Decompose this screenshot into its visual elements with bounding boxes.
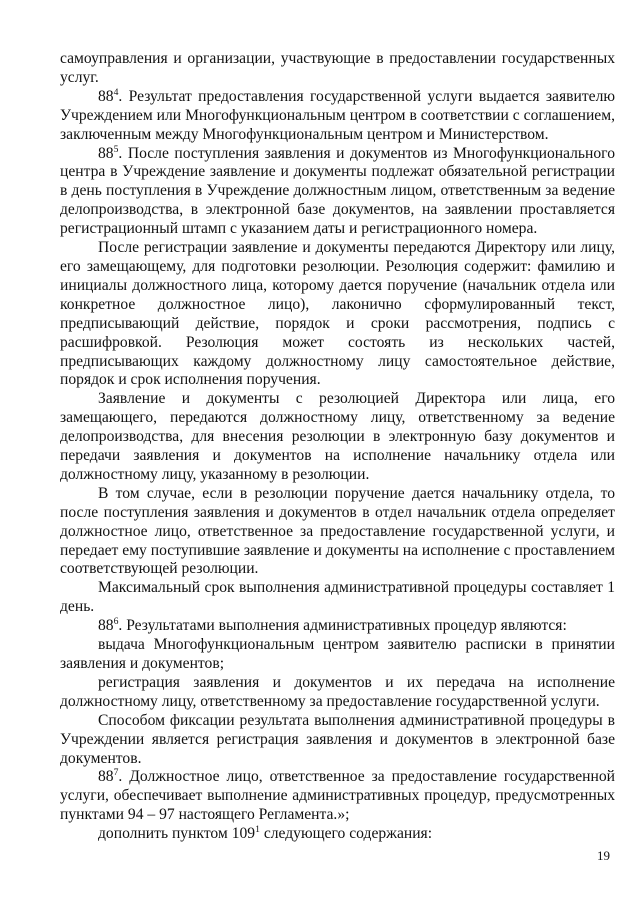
paragraph-text: Способом фиксации результата выполнения административной процедуры в Учреждении является регистрация заявления и документов в электронной базе документов. bbox=[60, 711, 615, 767]
paragraph-fixation-method bbox=[60, 712, 615, 769]
clause-number: дополнить пунктом 109 bbox=[98, 825, 256, 843]
paragraph-text: В том случае, если в резолюции поручение дается начальнику отдела, то после поступления заявления и документов в отдел начальник отдела определяет должностное лицо, ответственное за предоставление государственной услуги, и передает ему поступившие заявление и документы на исполнение с проставлением соответствующей резолюции. bbox=[60, 484, 615, 578]
clause-superscript: 4 bbox=[113, 86, 119, 98]
page-number: 19 bbox=[597, 848, 610, 863]
clause-superscript: 1 bbox=[255, 823, 260, 835]
paragraph-max-term bbox=[60, 579, 615, 617]
paragraph-continuation bbox=[60, 50, 615, 88]
paragraph-text: Заявление и документы с резолюцией Директора или лица, его замещающего, передаются должностному лицу, ответственному за ведение делопроизводства, для внесения резолюции в электронную базу документов и передачи заявления и документов на исполнение начальнику отдела или должностному лицу, указанному в резолюции. bbox=[60, 390, 615, 483]
paragraph-text: . Результат предоставления государственной услуги выдается заявителю Учреждением или Многофункциональным центром в соответствии с соглашением, заключенным между Многофункциональным центром и Министерством. bbox=[60, 87, 615, 143]
clause-superscript: 6 bbox=[113, 616, 119, 627]
paragraph-88-5 bbox=[60, 145, 615, 240]
paragraph-registration bbox=[60, 239, 615, 390]
clause-number: 88 bbox=[98, 768, 114, 786]
clause-superscript: 5 bbox=[113, 143, 119, 155]
paragraph-text: самоуправления и организации, участвующие в предоставлении государственных услуг. bbox=[60, 50, 615, 86]
paragraph-text: . Результатами выполнения административных процедур являются: bbox=[118, 617, 567, 635]
paragraph-text: После регистрации заявление и документы передаются Директору или лицу, его замещающему, для подготовки резолюции. Резолюция содержит: фамилию и инициалы должностного лица, которому дается поручение (начальник отдела или конкретное должностное лицо), лаконично сформулированный текст, предписывающий действие, порядок и сроки рассмотрения, подпись с расшифровкой. Резолюция может состоять из нескольких частей, предписывающих каждому должностному лицу самостоятельное действие, порядок и срок исполнения поручения. bbox=[60, 239, 615, 389]
paragraph-result-receipt bbox=[60, 636, 615, 674]
document-body bbox=[60, 50, 615, 844]
paragraph-88-6 bbox=[60, 617, 615, 636]
paragraph-text: следующего содержания: bbox=[259, 825, 433, 843]
clause-superscript: 7 bbox=[113, 767, 119, 779]
paragraph-add-109-1 bbox=[60, 825, 615, 844]
paragraph-text: Максимальный срок выполнения административной процедуры составляет 1 день. bbox=[60, 579, 615, 616]
clause-number: 88 bbox=[98, 144, 114, 162]
paragraph-department-head bbox=[60, 485, 615, 580]
clause-number: 88 bbox=[98, 87, 114, 105]
paragraph-text: выдача Многофункциональным центром заявителю расписки в принятии заявления и документов; bbox=[60, 636, 615, 672]
paragraph-88-7 bbox=[60, 768, 615, 825]
paragraph-text: . Должностное лицо, ответственное за предоставление государственной услуги, обеспечивает выполнение административных процедур, предусмотренных пунктами 94 – 97 настоящего Регламента.»; bbox=[60, 768, 615, 824]
paragraph-result-registration bbox=[60, 674, 615, 712]
paragraph-text: регистрация заявления и документов и их передача на исполнение должностному лицу, ответственному за предоставление государственной услуги. bbox=[60, 673, 615, 710]
paragraph-text: . После поступления заявления и документов из Многофункционального центра в Учреждение заявление и документы подлежат обязательной регистрации в день поступления в Учреждение должностным лицом, ответственным за ведение делопроизводства, в электронной базе документов, на заявлении проставляется регистрационный штамп с указанием даты и регистрационного номера. bbox=[60, 144, 615, 238]
paragraph-88-4 bbox=[60, 88, 615, 145]
paragraph-resolution-transfer bbox=[60, 390, 615, 485]
clause-number: 88 bbox=[98, 617, 114, 635]
